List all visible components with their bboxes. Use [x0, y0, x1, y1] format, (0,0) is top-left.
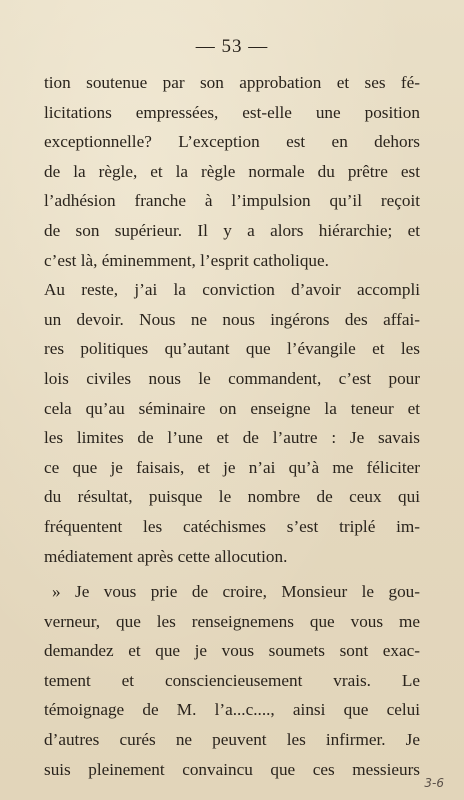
text-line: de son supérieur. Il y a alors hiérarchie; et [44, 220, 420, 240]
page-number: — 53 — [195, 36, 269, 57]
text-line: l’adhésion franche à l’impulsion qu’il reçoit [44, 191, 420, 211]
text-line: suis pleinement convaincu que ces messieurs [44, 759, 420, 779]
paragraph-2 [44, 577, 420, 784]
text-line: ce que je faisais, et je n’ai qu’à me féliciter [44, 457, 420, 477]
text-line: licitations empressées, est-elle une position [44, 102, 420, 122]
text-line: verneur, que les renseignemens que vous me [44, 611, 420, 631]
text-line: lois civiles nous le commandent, c’est pour [44, 368, 420, 388]
text-line: un devoir. Nous ne nous ingérons des affai- [44, 309, 420, 329]
text-block [44, 68, 420, 784]
text-line: les limites de l’une et de l’autre : Je savais [44, 428, 420, 448]
paragraph-1 [44, 68, 420, 571]
text-line: médiatement après cette allocution. [44, 546, 288, 566]
text-line: de la règle, et la règle normale du prêtre est [44, 161, 420, 181]
text-line: Au reste, j’ai la conviction d’avoir accompli [44, 280, 420, 300]
text-line: cela qu’au séminaire on enseigne la teneur et [44, 398, 420, 418]
text-line: » Je vous prie de croire, Monsieur le gou- [52, 582, 420, 602]
text-line: fréquentent les catéchismes s’est triplé im- [44, 516, 420, 536]
text-line: témoignage de M. l’a...c...., ainsi que celui [44, 700, 420, 720]
text-line: tement et consciencieusement vrais. Le [44, 670, 420, 690]
text-line: du résultat, puisque le nombre de ceux qui [44, 487, 420, 507]
handwritten-page-note: 3-6 [424, 776, 444, 790]
text-line: demandez et que je vous soumets sont exac- [44, 641, 420, 661]
text-line: res politiques qu’autant que l’évangile et les [44, 339, 420, 359]
text-line: tion soutenue par son approbation et ses fé- [44, 73, 420, 92]
text-line: exceptionnelle? L’exception est en dehors [44, 132, 420, 152]
text-line: d’autres curés ne peuvent les infirmer. Je [44, 730, 420, 750]
text-line: c’est là, éminemment, l’esprit catholique. [44, 250, 329, 270]
